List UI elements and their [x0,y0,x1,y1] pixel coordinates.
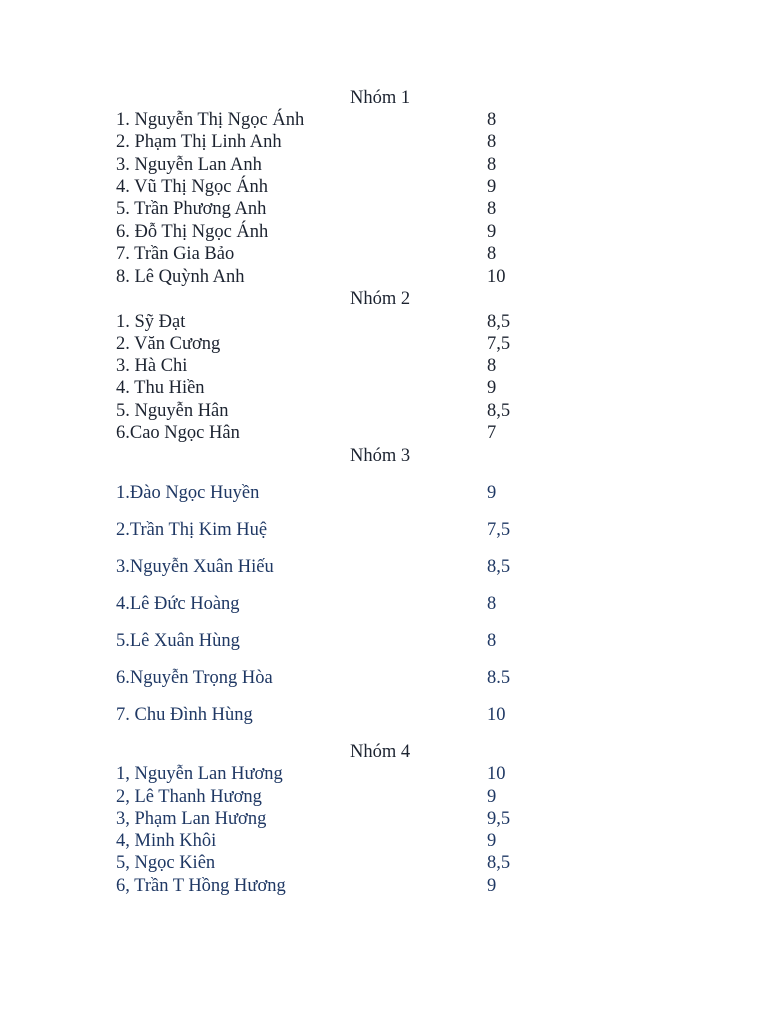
student-score: 7,5 [487,334,511,354]
group-1-title: Nhóm 1 [350,88,411,108]
student-name: 7. Chu Đình Hùng [116,705,253,725]
student-name: 5. Trần Phương Anh [116,199,267,219]
student-score: 10 [487,267,506,287]
student-score: 8 [487,631,497,651]
student-score: 9 [487,831,497,851]
student-name: 6.Cao Ngọc Hân [116,423,240,443]
student-name: 7. Trần Gia Bảo [116,244,235,264]
student-score: 9 [487,222,497,242]
group-3-title: Nhóm 3 [350,446,411,466]
student-name: 4.Lê Đức Hoàng [116,594,240,614]
student-name: 1.Đào Ngọc Huyền [116,483,260,503]
student-score: 10 [487,705,506,725]
student-name: 5. Nguyễn Hân [116,401,229,421]
student-score: 7 [487,423,497,443]
student-score: 10 [487,764,506,784]
student-name: 6.Nguyễn Trọng Hòa [116,668,273,688]
group-2-title: Nhóm 2 [350,289,411,309]
student-name: 3. Hà Chi [116,356,188,376]
student-name: 1. Sỹ Đạt [116,312,186,332]
student-name: 8. Lê Quỳnh Anh [116,267,245,287]
student-name: 3. Nguyễn Lan Anh [116,155,262,175]
group-4-title: Nhóm 4 [350,742,411,762]
student-name: 2. Phạm Thị Linh Anh [116,132,282,152]
student-score: 8,5 [487,853,511,873]
student-score: 8 [487,110,497,130]
student-name: 1, Nguyễn Lan Hương [116,764,283,784]
student-score: 9 [487,483,497,503]
student-name: 6. Đỗ Thị Ngọc Ánh [116,222,269,242]
student-score: 8 [487,356,497,376]
student-score: 8 [487,155,497,175]
student-name: 2, Lê Thanh Hương [116,787,262,807]
student-score: 9 [487,876,497,896]
student-score: 8 [487,244,497,264]
student-score: 8,5 [487,312,511,332]
student-score: 9 [487,378,497,398]
student-score: 7,5 [487,520,511,540]
student-name: 1. Nguyễn Thị Ngọc Ánh [116,110,305,130]
student-score: 8,5 [487,401,511,421]
student-score: 9 [487,177,497,197]
student-name: 5, Ngọc Kiên [116,853,216,873]
student-name: 4, Minh Khôi [116,831,217,851]
student-name: 2. Văn Cương [116,334,221,354]
student-name: 4. Vũ Thị Ngọc Ánh [116,177,268,197]
student-score: 8 [487,199,497,219]
student-name: 5.Lê Xuân Hùng [116,631,240,651]
student-name: 2.Trần Thị Kim Huệ [116,520,268,540]
student-score: 8.5 [487,668,511,688]
student-name: 4. Thu Hiền [116,378,205,398]
student-score: 9 [487,787,497,807]
student-score: 8,5 [487,557,511,577]
student-score: 8 [487,132,497,152]
student-name: 3, Phạm Lan Hương [116,809,267,829]
student-score: 9,5 [487,809,511,829]
student-name: 6, Trần T Hồng Hương [116,876,286,896]
student-name: 3.Nguyễn Xuân Hiếu [116,557,274,577]
student-score: 8 [487,594,497,614]
